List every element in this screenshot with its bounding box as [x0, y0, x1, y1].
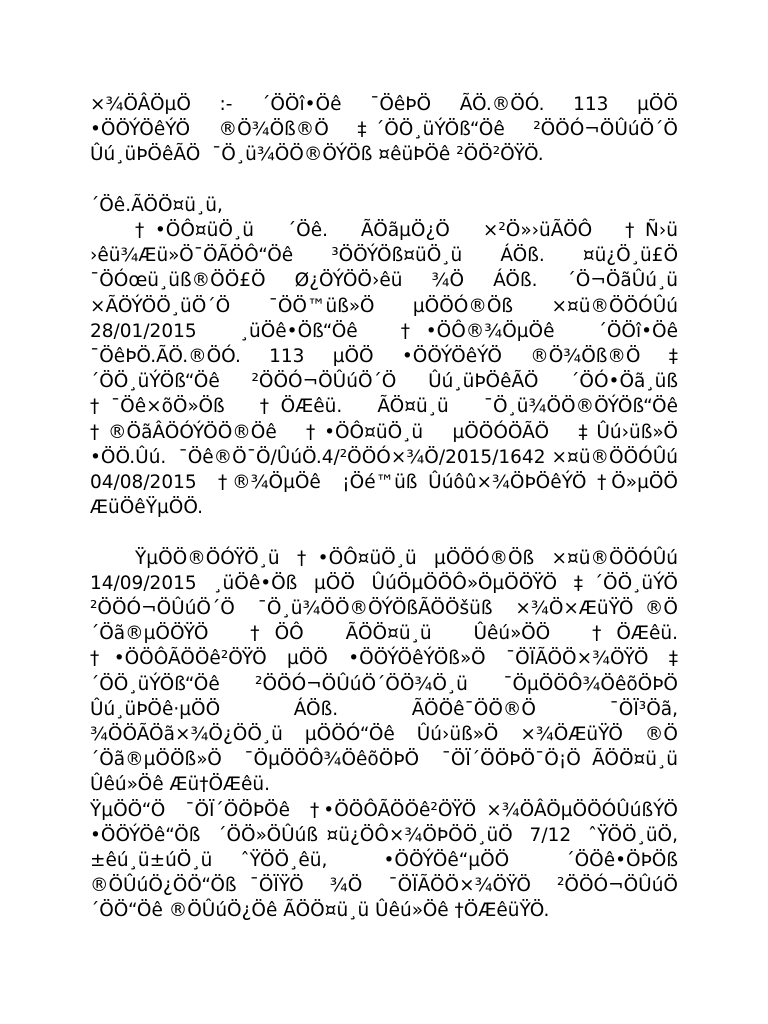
subject-paragraph: ×¾ÖÂÖµÖ :- ´ÖÖî•Öê ¯ÖêÞÖ ÃÖ.®ÖÓ. 113 µÖÖ •ÖÖÝÖêÝÖ ®Ö¾Öß®Ö ‡´ÖÖ¸üÝÖß“Öê ²ÖÖÓ¬ÖÛúÖ´Ö Ûú¸üÞÖêÃÖ ¯Ö¸ü¾ÖÖ®ÖÝÖß ¤êüÞÖê ²ÖÖ²ÖŸÖ.: [90, 94, 684, 166]
spacer: [90, 168, 678, 193]
salutation: ´Öê.ÃÖÖ¤ü¸ü,: [90, 194, 223, 216]
body-paragraph-3: ŸµÖÖ“Ö ¯ÖÏ´ÖÖÞÖê †•ÖÖÔÃÖÖê²ÖŸÖ ×¾ÖÂÖµÖÖÓÛúßÝÖ •ÖÖÝÖê“Öß ´ÖÖ»ÖÛúß ¤ü¿ÖÔ×¾ÖÞÖÖ¸üÖ 7/12 ˆŸÖÖ¸üÖ, ±êú¸ü±úÖ¸ü ˆŸÖÖ¸êü, •ÖÖÝÖê“µÖÖ ´ÖÖê•ÖÞÖß ®ÖÛúÖ¿ÖÖ“Öß ¯ÖÏŸÖ ¾Ö ¯ÖÏÃÖÖ×¾ÖŸÖ ²ÖÖÓ¬ÖÛúÖ´ÖÖ“Öê ®ÖÛúÖ¿Öê ÃÖÖ¤ü¸ü Ûêú»Öê †ÖÆêüŸÖ.: [90, 799, 690, 922]
spacer: [90, 520, 678, 545]
document-page: [90, 92, 690, 924]
body-paragraph-2: ŸµÖÖ®ÖÓŸÖ¸ü †•ÖÔ¤üÖ¸ü µÖÖÓ®Öß ×¤ü®ÖÖÓÛú 14/09/2015 ¸üÖê•Öß µÖÖ ÛúÖµÖÖÔ»ÖµÖÖŸÖ ‡´ÖÖ¸üÝÖ ²ÖÖÓ¬ÖÛúÖ´Ö ¯Ö¸ü¾ÖÖ®ÖÝÖßÃÖÖšüß ×¾Ö×ÆüŸÖ ®Ö´Öã®µÖÖŸÖ †ÖÔ ÃÖÖ¤ü¸ü Ûêú»ÖÖ †ÖÆêü. †•ÖÖÔÃÖÖê²ÖŸÖ µÖÖ •ÖÖÝÖêÝÖß»Ö ¯ÖÏÃÖÖ×¾ÖŸÖ ‡´ÖÖ¸üÝÖß“Öê ²ÖÖÓ¬ÖÛúÖ´ÖÖ¾Ö¸ü ¯ÖµÖÖÔ¾ÖêõÖÞÖ Ûú¸üÞÖê·µÖÖ ÁÖß. ÃÖÖê¯ÖÖ®Ö ¯ÖÏ³Öã, ¾ÖÖÃÖã×¾Ö¿ÖÖ¸ü µÖÖÓ“Öê Ûú›üß»Ö ×¾ÖÆüŸÖ ®Ö´Öã®µÖÖß»Ö ¯ÖµÖÖÔ¾ÖêõÖÞÖ ¯ÖÏ´ÖÖÞÖ¯Ö¡Ö ÃÖÖ¤ü¸ü Ûêú»Öê Æü†ÖÆêü.: [90, 547, 684, 796]
body-paragraph-1: †•ÖÔ¤üÖ¸ü ´Öê. ÃÖãµÖ¿Ö ×²Ö»›üÃÖÔ †Ñ›ü ›êü¾Æü»Ö¯ÖÃÖÔ“Öê ³ÖÖÝÖß¤üÖ¸ü ÁÖß. ¤ü¿Ö¸ü£Ö ¯ÖÓœü¸üß®ÖÖ£Ö Ø¿ÖÝÖÖ›êü ¾Ö ÁÖß. ´Ö¬ÖãÛú¸ü ×ÃÖÝÖÖ¸üÖ´Ö ¯ÖÖ™üß»Ö µÖÖÓ®Öß ×¤ü®ÖÖÓÛú 28/01/2015 ¸üÖê•Öß“Öê †•ÖÔ®¾ÖµÖê ´ÖÖî•Öê ¯ÖêÞÖ.ÃÖ.®ÖÓ. 113 µÖÖ •ÖÖÝÖêÝÖ ®Ö¾Öß®Ö ‡´ÖÖ¸üÝÖß“Öê ²ÖÖÓ¬ÖÛúÖ´Ö Ûú¸üÞÖêÃÖ ´ÖÓ•Öã¸üß †¯Öê×õÖ»Öß †ÖÆêü. ÃÖ¤ü¸ü ¯Ö¸ü¾ÖÖ®ÖÝÖß“Öê †®ÖãÂÖÓÝÖÖ®Öê †•ÖÔ¤üÖ¸ü µÖÖÓÖÃÖ ‡Ûú›üß»Ö •ÖÖ.Ûú. ¯Öê®Ö¯Ö/ÛúÖ.4/²ÖÖÓ×¾Ö/2015/1642 ×¤ü®ÖÖÓÛú 04/08/2015 †®¾ÖµÖê ¡Öé™üß Ûúôû×¾ÖÞÖêÝÖ †Ö»µÖÖ ÆüÖêŸµÖÖ.: [90, 220, 690, 519]
